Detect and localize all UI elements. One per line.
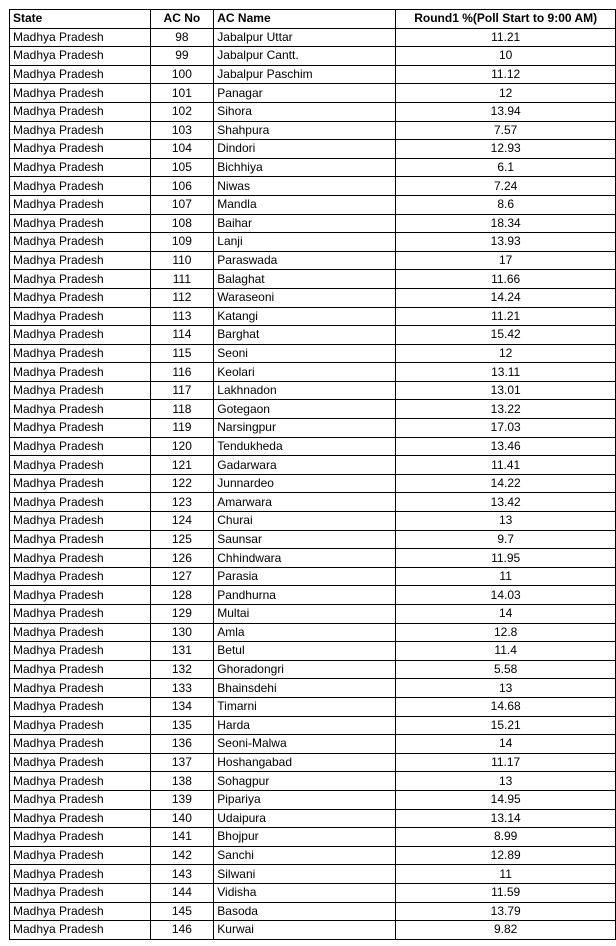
table-row [10, 493, 616, 512]
state-cell: Madhya Pradesh [10, 921, 151, 940]
ac-no-cell: 105 [150, 158, 214, 177]
ac-no-cell: 131 [150, 642, 214, 661]
table-row [10, 177, 616, 196]
round1-cell: 11.59 [396, 883, 616, 902]
ac-name-cell: Bhainsdehi [214, 679, 396, 698]
ac-no-cell: 130 [150, 623, 214, 642]
ac-name-cell: Dindori [214, 140, 396, 159]
state-cell: Madhya Pradesh [10, 809, 151, 828]
table-row [10, 772, 616, 791]
ac-no-cell: 132 [150, 660, 214, 679]
ac-no-cell: 120 [150, 437, 214, 456]
table-row [10, 605, 616, 624]
ac-no-cell: 143 [150, 865, 214, 884]
round1-cell: 14 [396, 605, 616, 624]
table-row [10, 735, 616, 754]
round1-cell: 7.24 [396, 177, 616, 196]
state-cell: Madhya Pradesh [10, 456, 151, 475]
ac-no-cell: 111 [150, 270, 214, 289]
ac-name-cell: Betul [214, 642, 396, 661]
ac-no-cell: 119 [150, 419, 214, 438]
ac-name-cell: Silwani [214, 865, 396, 884]
state-cell: Madhya Pradesh [10, 381, 151, 400]
table-row [10, 549, 616, 568]
ac-name-cell: Panagar [214, 84, 396, 103]
round1-cell: 5.58 [396, 660, 616, 679]
table-row [10, 344, 616, 363]
ac-name-cell: Tendukheda [214, 437, 396, 456]
state-cell: Madhya Pradesh [10, 735, 151, 754]
round1-cell: 18.34 [396, 214, 616, 233]
poll-table [9, 9, 616, 940]
state-cell: Madhya Pradesh [10, 270, 151, 289]
state-cell: Madhya Pradesh [10, 158, 151, 177]
state-cell: Madhya Pradesh [10, 102, 151, 121]
ac-name-cell: Junnardeo [214, 474, 396, 493]
ac-no-cell: 115 [150, 344, 214, 363]
ac-name-cell: Paraswada [214, 251, 396, 270]
ac-name-cell: Multai [214, 605, 396, 624]
ac-name-cell: Hoshangabad [214, 753, 396, 772]
ac-name-cell: Baihar [214, 214, 396, 233]
table-row [10, 530, 616, 549]
ac-no-cell: 142 [150, 846, 214, 865]
ac-no-cell: 114 [150, 326, 214, 345]
round1-cell: 7.57 [396, 121, 616, 140]
ac-no-cell: 106 [150, 177, 214, 196]
ac-no-cell: 101 [150, 84, 214, 103]
state-cell: Madhya Pradesh [10, 772, 151, 791]
state-cell: Madhya Pradesh [10, 828, 151, 847]
ac-name-cell: Keolari [214, 363, 396, 382]
ac-no-cell: 98 [150, 28, 214, 47]
ac-no-cell: 102 [150, 102, 214, 121]
table-row [10, 363, 616, 382]
state-cell: Madhya Pradesh [10, 883, 151, 902]
table-row [10, 288, 616, 307]
state-cell: Madhya Pradesh [10, 251, 151, 270]
round1-cell: 12.8 [396, 623, 616, 642]
ac-no-cell: 110 [150, 251, 214, 270]
round1-cell: 13.14 [396, 809, 616, 828]
round1-cell: 14.68 [396, 697, 616, 716]
ac-name-cell: Sohagpur [214, 772, 396, 791]
table-row [10, 381, 616, 400]
ac-name-cell: Sanchi [214, 846, 396, 865]
state-cell: Madhya Pradesh [10, 47, 151, 66]
state-cell: Madhya Pradesh [10, 326, 151, 345]
table-row [10, 140, 616, 159]
table-row [10, 660, 616, 679]
round1-cell: 15.21 [396, 716, 616, 735]
round1-cell: 13.93 [396, 233, 616, 252]
state-cell: Madhya Pradesh [10, 586, 151, 605]
table-row [10, 121, 616, 140]
round1-cell: 11.21 [396, 307, 616, 326]
round1-cell: 12.93 [396, 140, 616, 159]
round1-cell: 17.03 [396, 419, 616, 438]
round1-cell: 13.22 [396, 400, 616, 419]
round1-cell: 11.21 [396, 28, 616, 47]
ac-no-cell: 122 [150, 474, 214, 493]
table-row [10, 809, 616, 828]
ac-no-cell: 107 [150, 195, 214, 214]
table-row [10, 437, 616, 456]
table-row [10, 47, 616, 66]
table-row [10, 28, 616, 47]
ac-no-cell: 141 [150, 828, 214, 847]
table-row [10, 846, 616, 865]
ac-no-cell: 108 [150, 214, 214, 233]
ac-no-cell: 135 [150, 716, 214, 735]
ac-name-cell: Seoni [214, 344, 396, 363]
table-row [10, 474, 616, 493]
state-cell: Madhya Pradesh [10, 474, 151, 493]
round1-cell: 13.79 [396, 902, 616, 921]
table-row [10, 400, 616, 419]
ac-no-cell: 137 [150, 753, 214, 772]
ac-no-cell: 121 [150, 456, 214, 475]
state-cell: Madhya Pradesh [10, 84, 151, 103]
ac-name-cell: Pandhurna [214, 586, 396, 605]
ac-no-cell: 145 [150, 902, 214, 921]
state-cell: Madhya Pradesh [10, 716, 151, 735]
round1-cell: 9.82 [396, 921, 616, 940]
header-row [10, 10, 616, 29]
round1-cell: 13.42 [396, 493, 616, 512]
ac-name-cell: Katangi [214, 307, 396, 326]
ac-name-cell: Bichhiya [214, 158, 396, 177]
ac-name-cell: Jabalpur Uttar [214, 28, 396, 47]
ac-no-cell: 116 [150, 363, 214, 382]
state-cell: Madhya Pradesh [10, 493, 151, 512]
ac-no-cell: 129 [150, 605, 214, 624]
ac-name-cell: Parasia [214, 567, 396, 586]
ac-no-cell: 99 [150, 47, 214, 66]
state-cell: Madhya Pradesh [10, 660, 151, 679]
state-cell: Madhya Pradesh [10, 623, 151, 642]
ac-name-cell: Jabalpur Paschim [214, 65, 396, 84]
table-row [10, 158, 616, 177]
header-ac-name: AC Name [214, 10, 396, 29]
state-cell: Madhya Pradesh [10, 697, 151, 716]
round1-cell: 11.66 [396, 270, 616, 289]
ac-name-cell: Harda [214, 716, 396, 735]
table-row [10, 512, 616, 531]
round1-cell: 13.94 [396, 102, 616, 121]
table-row [10, 902, 616, 921]
round1-cell: 12 [396, 344, 616, 363]
ac-no-cell: 117 [150, 381, 214, 400]
ac-no-cell: 140 [150, 809, 214, 828]
ac-no-cell: 123 [150, 493, 214, 512]
round1-cell: 14.03 [396, 586, 616, 605]
round1-cell: 14.22 [396, 474, 616, 493]
state-cell: Madhya Pradesh [10, 753, 151, 772]
state-cell: Madhya Pradesh [10, 605, 151, 624]
ac-name-cell: Vidisha [214, 883, 396, 902]
ac-name-cell: Chhindwara [214, 549, 396, 568]
ac-name-cell: Niwas [214, 177, 396, 196]
ac-no-cell: 133 [150, 679, 214, 698]
state-cell: Madhya Pradesh [10, 567, 151, 586]
table-row [10, 214, 616, 233]
state-cell: Madhya Pradesh [10, 140, 151, 159]
ac-no-cell: 118 [150, 400, 214, 419]
table-row [10, 697, 616, 716]
table-row [10, 865, 616, 884]
ac-name-cell: Kurwai [214, 921, 396, 940]
table-row [10, 642, 616, 661]
round1-cell: 13.01 [396, 381, 616, 400]
round1-cell: 13 [396, 679, 616, 698]
ac-name-cell: Amarwara [214, 493, 396, 512]
round1-cell: 8.6 [396, 195, 616, 214]
state-cell: Madhya Pradesh [10, 177, 151, 196]
ac-no-cell: 104 [150, 140, 214, 159]
state-cell: Madhya Pradesh [10, 865, 151, 884]
ac-name-cell: Jabalpur Cantt. [214, 47, 396, 66]
table-row [10, 828, 616, 847]
round1-cell: 14.95 [396, 790, 616, 809]
table-row [10, 679, 616, 698]
ac-no-cell: 128 [150, 586, 214, 605]
round1-cell: 11.12 [396, 65, 616, 84]
ac-no-cell: 144 [150, 883, 214, 902]
header-ac-no: AC No [150, 10, 214, 29]
ac-no-cell: 125 [150, 530, 214, 549]
ac-name-cell: Churai [214, 512, 396, 531]
ac-name-cell: Seoni-Malwa [214, 735, 396, 754]
table-row [10, 716, 616, 735]
table-row [10, 195, 616, 214]
ac-name-cell: Sihora [214, 102, 396, 121]
ac-name-cell: Waraseoni [214, 288, 396, 307]
table-row [10, 251, 616, 270]
state-cell: Madhya Pradesh [10, 233, 151, 252]
state-cell: Madhya Pradesh [10, 902, 151, 921]
table-row [10, 419, 616, 438]
table-row [10, 623, 616, 642]
state-cell: Madhya Pradesh [10, 344, 151, 363]
state-cell: Madhya Pradesh [10, 121, 151, 140]
round1-cell: 13 [396, 772, 616, 791]
round1-cell: 13.11 [396, 363, 616, 382]
state-cell: Madhya Pradesh [10, 307, 151, 326]
ac-no-cell: 146 [150, 921, 214, 940]
round1-cell: 15.42 [396, 326, 616, 345]
ac-name-cell: Narsingpur [214, 419, 396, 438]
state-cell: Madhya Pradesh [10, 846, 151, 865]
table-row [10, 270, 616, 289]
ac-name-cell: Lanji [214, 233, 396, 252]
state-cell: Madhya Pradesh [10, 642, 151, 661]
ac-name-cell: Timarni [214, 697, 396, 716]
state-cell: Madhya Pradesh [10, 790, 151, 809]
ac-name-cell: Basoda [214, 902, 396, 921]
round1-cell: 13 [396, 512, 616, 531]
round1-cell: 11 [396, 865, 616, 884]
table-row [10, 921, 616, 940]
ac-no-cell: 109 [150, 233, 214, 252]
ac-name-cell: Pipariya [214, 790, 396, 809]
table-row [10, 456, 616, 475]
state-cell: Madhya Pradesh [10, 679, 151, 698]
ac-no-cell: 138 [150, 772, 214, 791]
table-row [10, 567, 616, 586]
table-row [10, 233, 616, 252]
ac-no-cell: 124 [150, 512, 214, 531]
round1-cell: 9.7 [396, 530, 616, 549]
round1-cell: 11.41 [396, 456, 616, 475]
ac-name-cell: Mandla [214, 195, 396, 214]
table-row [10, 102, 616, 121]
ac-no-cell: 100 [150, 65, 214, 84]
table-row [10, 326, 616, 345]
ac-no-cell: 134 [150, 697, 214, 716]
round1-cell: 11.95 [396, 549, 616, 568]
ac-name-cell: Amla [214, 623, 396, 642]
round1-cell: 10 [396, 47, 616, 66]
table-row [10, 65, 616, 84]
ac-name-cell: Udaipura [214, 809, 396, 828]
state-cell: Madhya Pradesh [10, 65, 151, 84]
header-state: State [10, 10, 151, 29]
ac-name-cell: Bhojpur [214, 828, 396, 847]
ac-name-cell: Saunsar [214, 530, 396, 549]
ac-name-cell: Gadarwara [214, 456, 396, 475]
table-row [10, 586, 616, 605]
ac-name-cell: Shahpura [214, 121, 396, 140]
ac-name-cell: Barghat [214, 326, 396, 345]
ac-no-cell: 126 [150, 549, 214, 568]
table-row [10, 84, 616, 103]
ac-name-cell: Lakhnadon [214, 381, 396, 400]
state-cell: Madhya Pradesh [10, 214, 151, 233]
state-cell: Madhya Pradesh [10, 530, 151, 549]
state-cell: Madhya Pradesh [10, 419, 151, 438]
state-cell: Madhya Pradesh [10, 437, 151, 456]
state-cell: Madhya Pradesh [10, 288, 151, 307]
round1-cell: 11 [396, 567, 616, 586]
table-row [10, 753, 616, 772]
round1-cell: 17 [396, 251, 616, 270]
ac-name-cell: Ghoradongri [214, 660, 396, 679]
table-row [10, 883, 616, 902]
table-row [10, 307, 616, 326]
round1-cell: 12.89 [396, 846, 616, 865]
ac-no-cell: 112 [150, 288, 214, 307]
ac-no-cell: 136 [150, 735, 214, 754]
round1-cell: 6.1 [396, 158, 616, 177]
state-cell: Madhya Pradesh [10, 195, 151, 214]
table-row [10, 790, 616, 809]
state-cell: Madhya Pradesh [10, 400, 151, 419]
ac-no-cell: 127 [150, 567, 214, 586]
round1-cell: 14.24 [396, 288, 616, 307]
state-cell: Madhya Pradesh [10, 363, 151, 382]
ac-no-cell: 139 [150, 790, 214, 809]
round1-cell: 8.99 [396, 828, 616, 847]
ac-name-cell: Gotegaon [214, 400, 396, 419]
round1-cell: 11.4 [396, 642, 616, 661]
round1-cell: 13.46 [396, 437, 616, 456]
ac-no-cell: 113 [150, 307, 214, 326]
round1-cell: 12 [396, 84, 616, 103]
state-cell: Madhya Pradesh [10, 512, 151, 531]
ac-name-cell: Balaghat [214, 270, 396, 289]
round1-cell: 14 [396, 735, 616, 754]
header-round1: Round1 %(Poll Start to 9:00 AM) [396, 10, 616, 29]
ac-no-cell: 103 [150, 121, 214, 140]
round1-cell: 11.17 [396, 753, 616, 772]
state-cell: Madhya Pradesh [10, 28, 151, 47]
state-cell: Madhya Pradesh [10, 549, 151, 568]
